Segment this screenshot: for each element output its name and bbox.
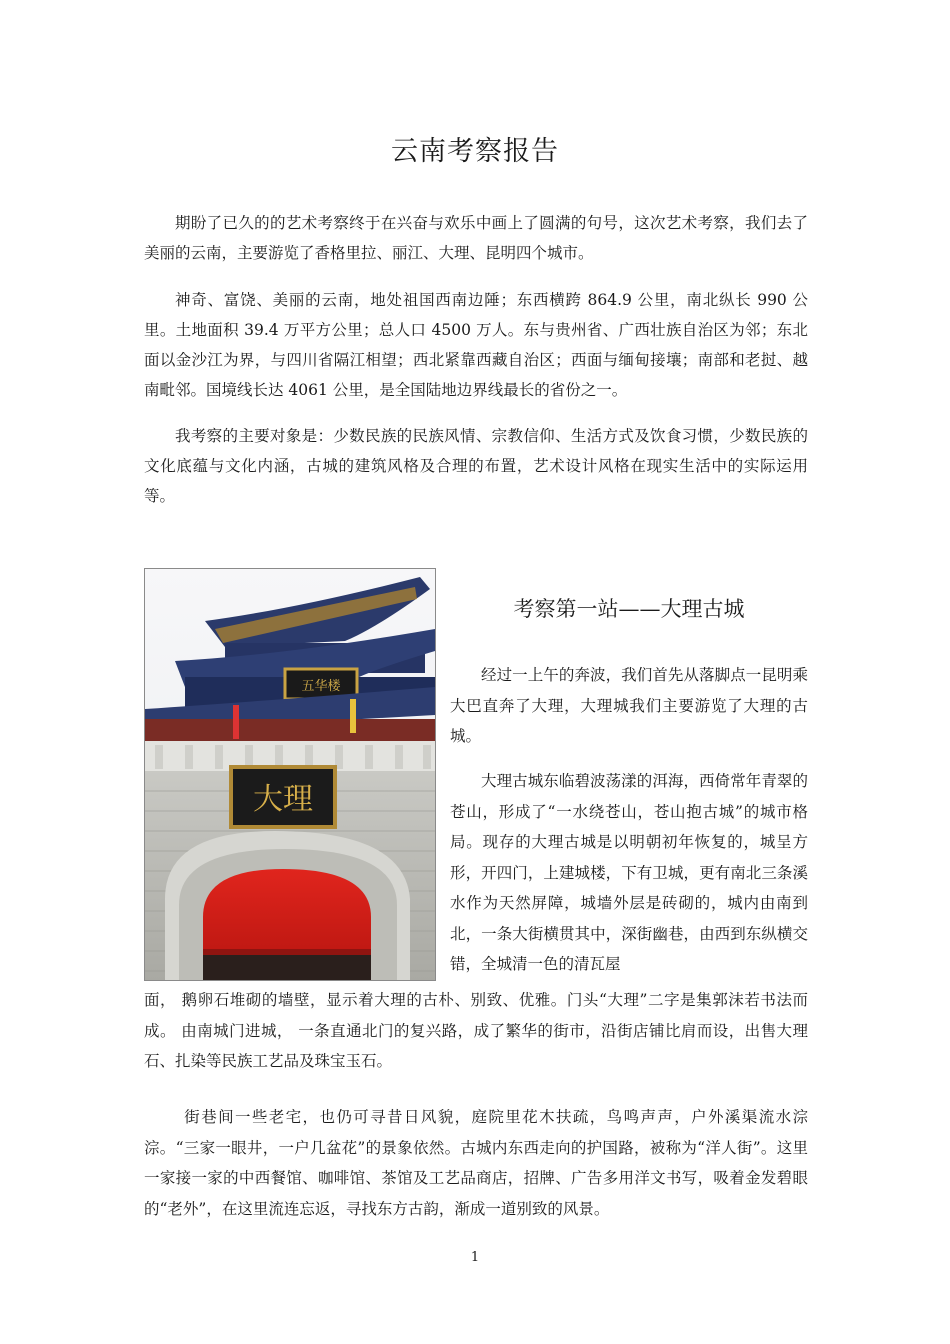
dali-gate-illustration — [145, 569, 435, 980]
section-paragraph-3: 街巷间一些老宅，也仍可寻昔日风貌，庭院里花木扶疏，鸟鸣声声，户外溪渠流水淙淙。“三家一眼井，一户几盆花”的景象依然。古城内东西走向的护国路，被称为“洋人街”。这里一家接一家的中西餐馆、咖啡馆、茶馆及工艺品商店，招牌、广告多用洋文书写，吸着金发碧眼的“老外”，在这里流连忘返，寻找东方古韵，渐成一道别致的风景。 — [144, 1108, 808, 1218]
section-paragraph-2: 大理古城东临碧波荡漾的洱海，西倚常年青翠的苍山，形成了“一水绕苍山，苍山抱古城”的城市格局。现存的大理古城是以明朝初年恢复的，城呈方形，开四门，上建城楼，下有卫城，更有南北三条溪水作为天然屏障，城墙外层是砖砌的，城内由南到北，一条大街横贯其中，深街幽巷，由西到东纵横交错，全城清一色的清瓦屋 — [450, 772, 808, 973]
intro-paragraph-1: 期盼了已久的的艺术考察终于在兴奋与欢乐中画上了圆满的句号，这次艺术考察，我们去了美丽的云南，主要游览了香格里拉、丽江、大理、昆明四个城市。 — [144, 214, 808, 262]
section-paragraph-1: 经过一上午的奔波，我们首先从落脚点一昆明乘大巴直奔了大理，大理城我们主要游览了大理的古城。 — [450, 666, 808, 745]
page-number: 1 — [470, 1250, 480, 1265]
lower-plaque-text: 大理 — [253, 782, 313, 817]
intro-paragraph-2: 神奇、富饶、美丽的云南，地处祖国西南边陲；东西横跨 864.9 公里，南北纵长 990 公里。土地面积 39.4 万平方公里；总人口 4500 万人。东与贵州省、广西壮族自治区为邻；东北面以金沙江为界，与四川省隔江相望；西北紧靠西藏自治区；西面与缅甸接壤；南部和老挝、越南毗邻。国境线长达 4061 公里，是全国陆地边界线最长的省份之一。 — [144, 291, 808, 399]
section-heading: 考察第一站——大理古城 — [513, 597, 745, 621]
document-title: 云南考察报告 — [391, 136, 559, 167]
intro-paragraph-3: 我考察的主要对象是：少数民族的民族风情、宗教信仰、生活方式及饮食习惯，少数民族的文化底蕴与文化内涵，古城的建筑风格及合理的布置，艺术设计风格在现实生活中的实际运用等。 — [144, 427, 808, 505]
section-paragraph-2-continuation: 面， 鹅卵石堆砌的墙壁，显示着大理的古朴、别致、优雅。门头“大理”二字是集郭沫若书法而成。 由南城门进城， 一条直通北门的复兴路，成了繁华的街市，沿街店铺比肩而设，出售大理石、扎染等民族工艺品及珠宝玉石。 — [144, 991, 808, 1070]
dali-gate-photo — [144, 568, 436, 981]
upper-plaque-text: 五华楼 — [301, 679, 341, 694]
